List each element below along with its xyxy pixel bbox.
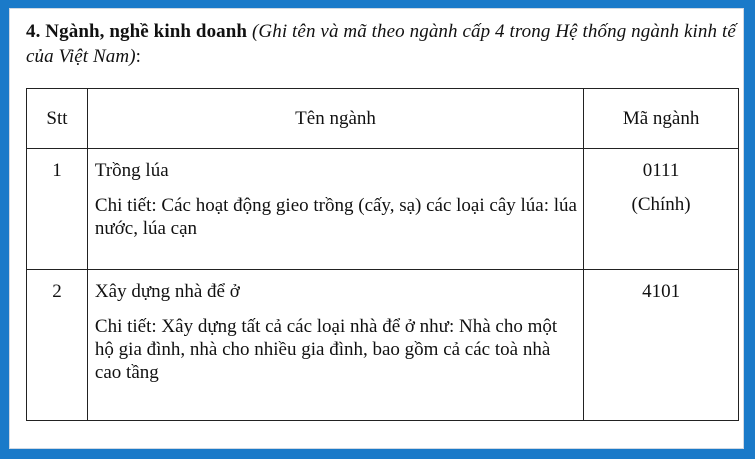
- row-stt: 1: [27, 149, 88, 270]
- section-heading: [26, 19, 741, 69]
- column-header-name: Tên ngành: [87, 89, 583, 149]
- table-header-row: [27, 89, 739, 149]
- row-code-cell: [584, 149, 739, 270]
- industry-code-note: (Chính): [631, 194, 691, 215]
- industry-code: 4101: [642, 281, 681, 302]
- industry-detail: Chi tiết: Xây dựng tất cả các loại nhà để ở như: Nhà cho một hộ gia đình, nhà cho nhiều gia đình, bao gồm cả các toà nhà cao tầng: [94, 316, 558, 383]
- row-stt: 2: [27, 270, 88, 421]
- document-frame: [9, 8, 744, 449]
- industry-table: [26, 88, 739, 421]
- row-code-cell: [584, 270, 739, 421]
- section-colon: :: [135, 46, 142, 67]
- section-note: (Ghi tên và mã theo ngành cấp 4 trong Hệ thống ngành kinh tế của Việt Nam): [26, 21, 736, 67]
- column-header-stt: Stt: [27, 89, 88, 149]
- industry-detail: Chi tiết: Các hoạt động gieo trồng (cấy, sạ) các loại cây lúa: lúa nước, lúa cạn: [94, 195, 577, 239]
- row-name-cell: [87, 270, 583, 421]
- column-header-code: Mã ngành: [584, 89, 739, 149]
- industry-name: Xây dựng nhà để ở: [94, 281, 240, 302]
- table-row: [27, 270, 739, 421]
- row-name-cell: [87, 149, 583, 270]
- industry-code: 0111: [642, 160, 680, 181]
- industry-name: Trồng lúa: [94, 160, 169, 181]
- section-title: 4. Ngành, nghề kinh doanh: [26, 21, 248, 42]
- table-row: [27, 149, 739, 270]
